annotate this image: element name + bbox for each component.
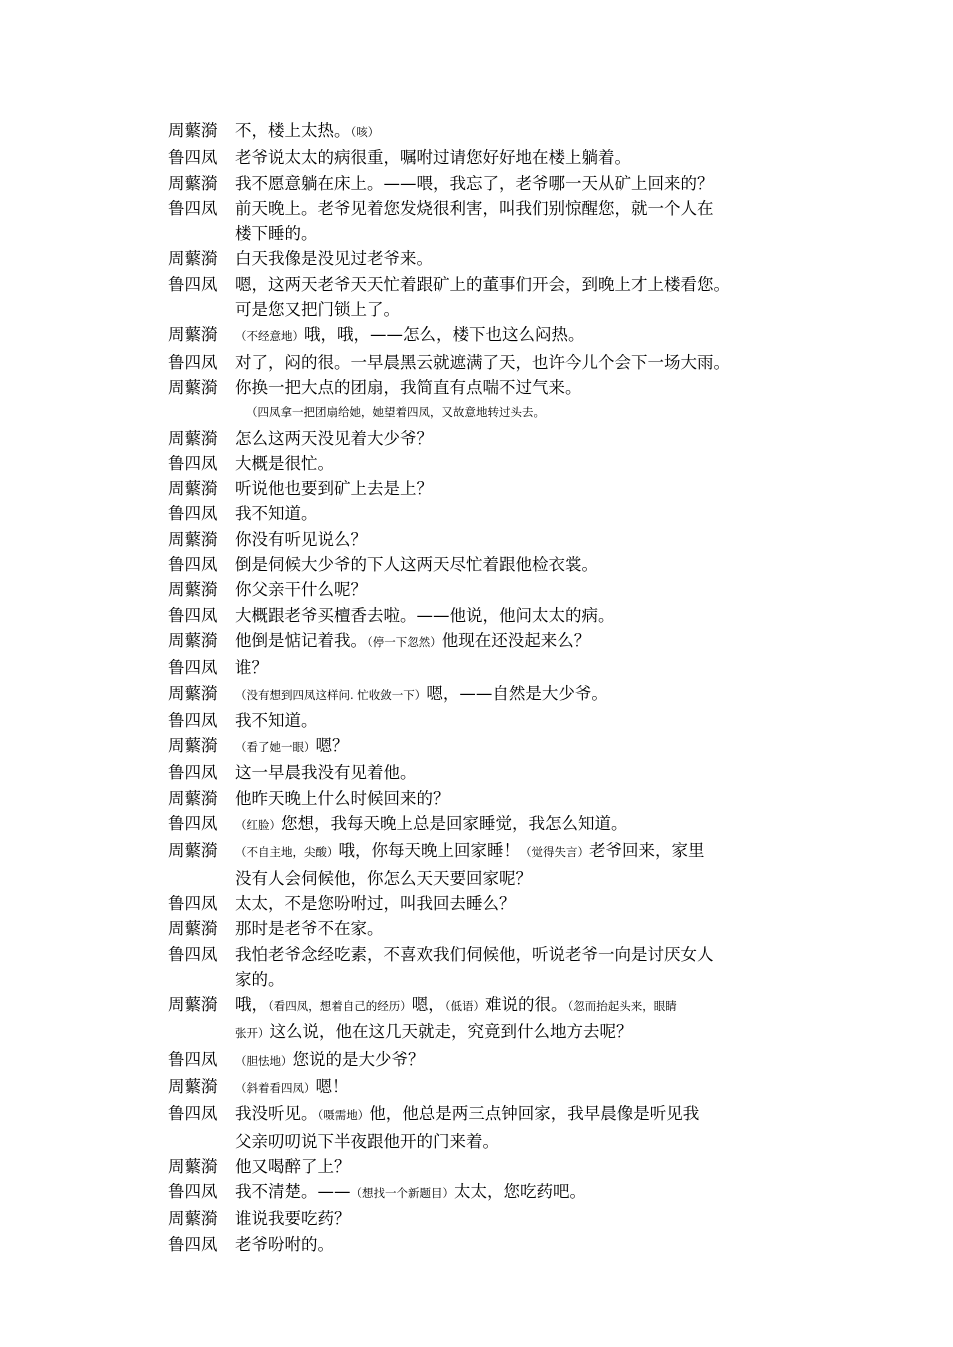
speech-row: [235, 786, 808, 811]
dialogue-text: 我没听见。: [235, 1104, 318, 1124]
speech-row: [235, 866, 808, 891]
stage-direction: （斜着看四凤）: [235, 1080, 316, 1095]
dialogue-line: [168, 196, 808, 247]
speech-text: [235, 838, 808, 891]
stage-direction: （低语）: [444, 999, 485, 1014]
dialogue-text: 太太，您吃药吧。: [454, 1182, 586, 1202]
dialogue-text: 倒是伺候大少爷的下人这两天尽忙着跟他检衣裳。: [235, 555, 598, 575]
dialogue-line: [168, 655, 808, 680]
speech-row: [235, 681, 808, 708]
speaker-name: 鲁四凤: [168, 504, 218, 524]
dialogue-line: [168, 1047, 808, 1074]
speaker-name: 周蘩漪: [168, 1156, 218, 1176]
speaker-name: 鲁四凤: [168, 555, 218, 575]
speaker-name: 鲁四凤: [168, 658, 218, 678]
speech-row: [235, 1074, 808, 1101]
dialogue-line: [168, 145, 808, 170]
speech-text: [235, 786, 808, 811]
stage-direction: （没有想到四凤这样问. 忙收敛一下）: [235, 687, 427, 702]
dialogue-text: 哦，哦，——怎么，楼下也这么闷热。: [304, 325, 585, 345]
stage-direction: （红脸）: [235, 818, 281, 833]
speech-text: [235, 246, 808, 271]
dialogue-line: [168, 527, 808, 552]
speaker-name: 鲁四凤: [168, 1182, 218, 1202]
speech-row: [235, 426, 808, 451]
dialogue-line: [168, 916, 808, 941]
speech-text: [235, 942, 808, 993]
dialogue-text: 您想，我每天晚上总是回家睡觉，我怎么知道。: [281, 814, 628, 834]
dialogue-line: [168, 992, 808, 1047]
dialogue-text: 不，楼上太热。: [235, 121, 351, 140]
speech-text: [235, 1206, 808, 1231]
dialogue-line: [168, 552, 808, 577]
dialogue-text: 嗯，——自然是大少爷。: [426, 683, 608, 703]
dialogue-line: [168, 272, 808, 323]
stage-direction: （四凤拿一把团扇给她，她望着四凤，又故意地转过头去。: [246, 405, 545, 420]
speech-row: [235, 1101, 808, 1128]
stage-direction: 张开）: [235, 1026, 270, 1041]
dialogue-text: 你没有听见说么？: [235, 529, 367, 549]
speech-text: [235, 628, 808, 655]
speech-text: [235, 733, 808, 760]
dialogue-line: [168, 1074, 808, 1101]
dialogue-text: 父亲叨叨说下半夜跟他开的门来着。: [235, 1131, 499, 1151]
stage-direction: （觉得失言）: [520, 845, 589, 860]
speech-text: [235, 272, 808, 323]
speech-text: [235, 426, 808, 451]
dialogue-text: 嗯，: [411, 995, 445, 1015]
speech-row: [235, 733, 808, 760]
speaker-name: 周蘩漪: [168, 580, 218, 600]
speech-row: [235, 272, 808, 297]
dialogue-text: 这一早晨我没有见着他。: [235, 763, 417, 783]
dialogue-line: [168, 577, 808, 602]
speaker-name: 周蘩漪: [168, 1076, 218, 1096]
speech-row: [235, 838, 808, 865]
speaker-name: 周蘩漪: [168, 1209, 218, 1229]
speech-text: [235, 476, 808, 501]
speech-row: [235, 1232, 808, 1257]
dialogue-line: [168, 501, 808, 526]
dialogue-text: 老爷说太太的病很重，嘱咐过请您好好地在楼上躺着。: [235, 148, 631, 168]
dialogue-text: 我不知道。: [235, 504, 318, 524]
dialogue-text: 我怕老爷念经吃素，不喜欢我们伺候他，听说老爷一向是讨厌女人: [235, 944, 714, 964]
speech-row: [235, 942, 808, 967]
speech-text: [235, 196, 808, 247]
speech-row: [235, 811, 808, 838]
dialogue-text: 对了，闷的很。一早晨黑云就遮满了天，也许今儿个会下一场大雨。: [235, 352, 730, 372]
stage-direction: （看四凤，想着自己的经历）: [268, 999, 412, 1014]
stage-direction: （停一下忽然）: [367, 634, 442, 649]
speaker-name: 鲁四凤: [168, 763, 218, 783]
speech-text: [235, 145, 808, 170]
speaker-name: 鲁四凤: [168, 1049, 218, 1069]
dialogue-text: 他倒是惦记着我。: [235, 630, 367, 650]
dialogue-line: [168, 171, 808, 196]
speaker-name: 周蘩漪: [168, 919, 218, 939]
speech-text: [235, 603, 808, 628]
speaker-name: 周蘩漪: [168, 841, 218, 861]
speaker-name: 鲁四凤: [168, 893, 218, 913]
speech-row: [235, 171, 808, 196]
speaker-name: 周蘩漪: [168, 479, 218, 499]
speech-row: [235, 655, 808, 680]
speaker-name: 周蘩漪: [168, 683, 218, 703]
speaker-name: 鲁四凤: [168, 274, 218, 294]
stage-direction: （看了她一眼）: [235, 740, 316, 755]
dialogue-line: [168, 426, 808, 451]
speech-text: [235, 350, 808, 375]
speech-row: [235, 552, 808, 577]
speech-text: [235, 577, 808, 602]
speaker-name: 周蘩漪: [168, 428, 218, 448]
speech-text: [235, 916, 808, 941]
speech-text: [235, 1074, 808, 1101]
speaker-name: 鲁四凤: [168, 148, 218, 168]
speech-row: [235, 1047, 808, 1074]
dialogue-line: [168, 786, 808, 811]
speech-row: [235, 375, 808, 400]
speech-text: [235, 171, 808, 196]
speech-row: [235, 760, 808, 785]
speaker-name: 周蘩漪: [168, 377, 218, 397]
dialogue-text: 这么说，他在这几天就走，究竟到什么地方去呢？: [269, 1022, 633, 1042]
speaker-name: 鲁四凤: [168, 1234, 218, 1254]
dialogue-line: [168, 603, 808, 628]
speech-text: [235, 1154, 808, 1179]
speech-row: [235, 967, 808, 992]
speaker-name: 周蘩漪: [168, 788, 218, 808]
dialogue-text: 没有人会伺候他，你怎么天天要回家呢？: [235, 868, 532, 888]
dialogue-text: 老爷回来，家里: [589, 841, 705, 861]
dialogue-text: 他现在还没起来么？: [441, 630, 591, 650]
speaker-name: 周蘩漪: [168, 121, 218, 140]
dialogue-text: 你换一把大点的团扇，我简直有点喘不过气来。: [235, 377, 582, 397]
speech-row: [235, 1206, 808, 1231]
speaker-name: 周蘩漪: [168, 249, 218, 269]
dialogue-line: [168, 1179, 808, 1206]
dialogue-line: [168, 681, 808, 708]
dialogue-line: [168, 942, 808, 993]
speech-text: [235, 1101, 808, 1154]
speech-row: [235, 145, 808, 170]
speech-text: [235, 1047, 808, 1074]
dialogue-line: [168, 1101, 808, 1154]
dialogue-text: 他昨天晚上什么时候回来的？: [235, 788, 450, 808]
speech-row: [235, 708, 808, 733]
dialogue-line: [168, 811, 808, 838]
speaker-name: 周蘩漪: [168, 529, 218, 549]
speaker-name: 鲁四凤: [168, 605, 218, 625]
speech-text: [235, 1232, 808, 1257]
dialogue-line: [168, 708, 808, 733]
dialogue-line: [168, 1232, 808, 1257]
dialogue-line: [168, 1206, 808, 1231]
dialogue-text: 大概跟老爷买檀香去啦。——他说，他问太太的病。: [235, 605, 615, 625]
speech-row: [235, 501, 808, 526]
speaker-name: 鲁四凤: [168, 198, 218, 218]
stage-direction: （不经意地）: [235, 329, 304, 344]
stage-direction: （不自主地，尖酸）: [235, 845, 339, 860]
dialogue-line: [168, 838, 808, 891]
speech-row: [235, 1154, 808, 1179]
speaker-name: 周蘩漪: [168, 173, 218, 193]
dialogue-line: [168, 760, 808, 785]
dialogue-text: 太太，不是您吩咐过，叫我回去睡么？: [235, 893, 516, 913]
speech-row: [235, 118, 808, 145]
speech-text: [235, 681, 808, 708]
speaker-name: 周蘩漪: [168, 630, 218, 650]
speech-text: [235, 527, 808, 552]
speech-text: [235, 501, 808, 526]
speech-row: [235, 603, 808, 628]
speech-row: [235, 1019, 808, 1046]
dialogue-text: 前天晚上。老爷见着您发烧很利害，叫我们别惊醒您，就一个人在: [235, 198, 714, 218]
speech-row: [235, 1129, 808, 1154]
dialogue-text: 大概是很忙。: [235, 453, 334, 473]
dialogue-text: 嗯？: [315, 736, 349, 756]
dialogue-line: [168, 891, 808, 916]
speech-text: [235, 992, 808, 1047]
stage-direction: （忽而抬起头来，眼睛: [567, 999, 677, 1014]
dialogue-line: [168, 733, 808, 760]
speech-row: [235, 916, 808, 941]
stage-direction: （咳）: [350, 125, 380, 139]
dialogue-text: 哦，: [235, 995, 268, 1015]
dialogue-text: 那时是老爷不在家。: [235, 919, 384, 939]
dialogue-line: [168, 451, 808, 476]
dialogue-text: 嗯，这两天老爷天天忙着跟矿上的董事们开会，到晚上才上楼看您。: [235, 274, 730, 294]
dialogue-text: 白天我像是没见过老爷来。: [235, 249, 433, 269]
speech-row: [235, 992, 808, 1019]
speech-row: [235, 628, 808, 655]
speech-row: [235, 451, 808, 476]
dialogue-text: 楼下睡的。: [235, 224, 318, 244]
speaker-name: 鲁四凤: [168, 352, 218, 372]
dialogue-line: [168, 322, 808, 349]
dialogue-text: 家的。: [235, 969, 285, 989]
speaker-name: 鲁四凤: [168, 710, 218, 730]
dialogue-line: [168, 350, 808, 375]
speaker-name: 周蘩漪: [168, 995, 218, 1015]
dialogue-text: 哦，你每天晚上回家睡！: [338, 841, 520, 861]
speech-text: [235, 891, 808, 916]
dialogue-text: 我不知道。: [235, 710, 318, 730]
speech-text: [235, 708, 808, 733]
dialogue-text: 怎么这两天没见着大少爷？: [235, 428, 433, 448]
speech-row: [235, 891, 808, 916]
dialogue-text: 谁说我要吃药？: [235, 1209, 351, 1229]
dialogue-text: 他又喝醉了上？: [235, 1156, 351, 1176]
dialogue-text: 谁？: [235, 658, 268, 678]
speech-row: [235, 196, 808, 221]
speaker-name: 鲁四凤: [168, 453, 218, 473]
speaker-name: 周蘩漪: [168, 736, 218, 756]
speech-text: [235, 322, 808, 349]
dialogue-text: 您说的是大少爷？: [292, 1049, 425, 1069]
dialogue-text: 你父亲干什么呢？: [235, 580, 367, 600]
speech-row: [235, 577, 808, 602]
speech-text: [235, 451, 808, 476]
speaker-name: 周蘩漪: [168, 325, 218, 345]
speaker-name: 鲁四凤: [168, 944, 218, 964]
speech-text: [235, 552, 808, 577]
dialogue-text: 我不清楚。——: [235, 1182, 351, 1202]
stage-direction: （想找一个新题目）: [350, 1186, 454, 1201]
speech-text: [235, 1179, 808, 1206]
speech-row: [235, 350, 808, 375]
dialogue-line: [168, 118, 808, 145]
dialogue-text: 老爷吩咐的。: [235, 1234, 334, 1254]
play-script: [168, 118, 808, 1257]
speech-text: [235, 118, 808, 145]
speech-row: [235, 221, 808, 246]
dialogue-text: 我不愿意躺在床上。——喂，我忘了，老爷哪一天从矿上回来的？: [235, 173, 714, 193]
speech-text: [235, 655, 808, 680]
dialogue-text: 难说的很。: [485, 995, 568, 1015]
speech-row: [235, 297, 808, 322]
dialogue-text: 听说他也要到矿上去是上？: [235, 479, 433, 499]
dialogue-text: 他，他总是两三点钟回家，我早晨像是听见我: [369, 1104, 700, 1124]
dialogue-line: [168, 246, 808, 271]
speech-row: [235, 246, 808, 271]
dialogue-line: [168, 1154, 808, 1179]
speaker-name: 鲁四凤: [168, 814, 218, 834]
speech-text: [235, 811, 808, 838]
speaker-name: 鲁四凤: [168, 1104, 218, 1124]
speech-text: [235, 760, 808, 785]
speech-text: [235, 375, 808, 400]
speech-row: [235, 1179, 808, 1206]
dialogue-line: [168, 375, 808, 400]
speech-row: [235, 322, 808, 349]
speech-row: [235, 476, 808, 501]
stage-direction: （胆怯地）: [235, 1053, 293, 1068]
stage-direction: （嗫需地）: [317, 1108, 370, 1123]
speech-row: [235, 527, 808, 552]
dialogue-line: [168, 628, 808, 655]
dialogue-text: 嗯！: [315, 1076, 349, 1096]
dialogue-text: 可是您又把门锁上了。: [235, 300, 400, 320]
dialogue-line: [168, 476, 808, 501]
